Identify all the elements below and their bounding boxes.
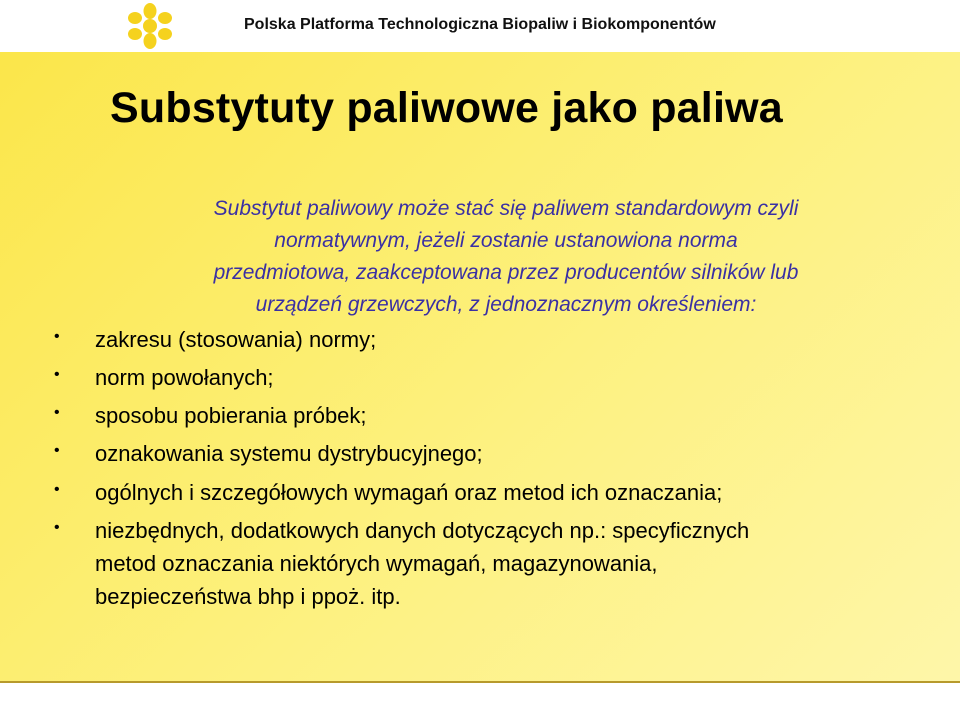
bullet-icon: • — [54, 366, 60, 383]
bullet-line: bezpieczeństwa bhp i ppoż. itp. — [95, 584, 401, 609]
intro-paragraph — [100, 193, 912, 321]
bullet-line: metod oznaczania niektórych wymagań, magazynowania, — [95, 551, 658, 576]
bullet-line: oznakowania systemu dystrybucyjnego; — [95, 441, 483, 466]
bullet-text — [95, 323, 376, 356]
bottom-divider — [0, 681, 960, 683]
intro-line: urządzeń grzewczych, z jednoznacznym określeniem: — [255, 293, 757, 316]
intro-line: Substytut paliwowy może stać się paliwem standardowym czyli — [213, 197, 799, 220]
bullet-line: niezbędnych, dodatkowych danych dotyczących np.: specyficznych — [95, 518, 750, 543]
bullet-text — [95, 514, 749, 613]
bullet-line: ogólnych i szczegółowych wymagań oraz metod ich oznaczania; — [95, 480, 723, 505]
bullet-icon: • — [54, 481, 60, 498]
bullet-icon: • — [54, 328, 60, 345]
header-bar — [0, 0, 960, 52]
bullet-text — [95, 399, 367, 432]
header-title: Polska Platforma Technologiczna Biopaliw i Biokomponentów — [244, 16, 716, 33]
bullet-icon: • — [54, 404, 60, 421]
bullet-icon: • — [54, 519, 60, 536]
bullet-icon: • — [54, 442, 60, 459]
bullet-line: sposobu pobierania próbek; — [95, 403, 367, 428]
slide-title: Substytuty paliwowe jako paliwa — [110, 84, 783, 132]
bullet-line: norm powołanych; — [95, 365, 274, 390]
bullet-text — [95, 476, 722, 509]
bullet-text — [95, 361, 274, 394]
biofuel-flower-logo-icon — [113, 2, 187, 50]
intro-line: przedmiotowa, zaakceptowana przez producentów silników lub — [213, 261, 799, 284]
intro-line: normatywnym, jeżeli zostanie ustanowiona norma — [274, 229, 738, 252]
bullet-text — [95, 437, 483, 470]
bullet-line: zakresu (stosowania) normy; — [95, 327, 377, 352]
